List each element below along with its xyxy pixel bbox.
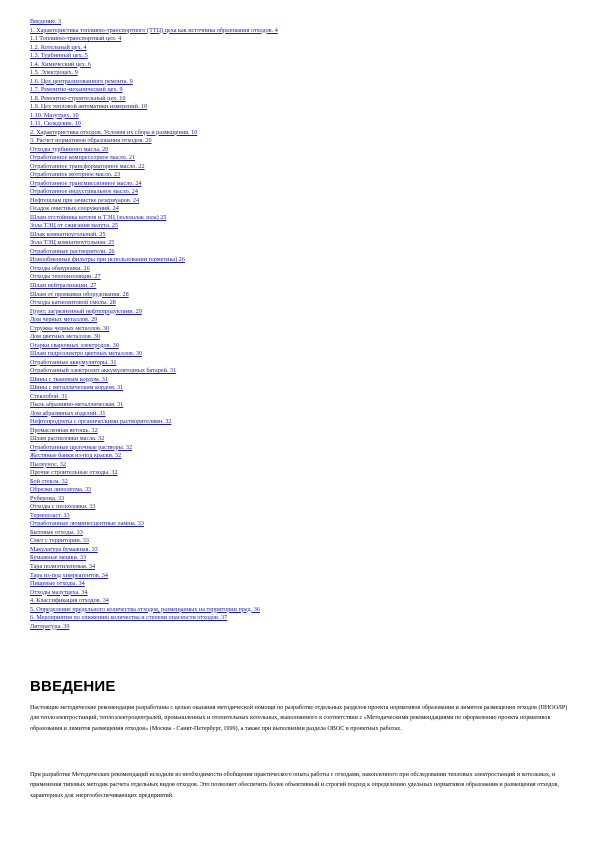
toc-link[interactable]: Пищевые отходы. 34: [30, 580, 85, 588]
toc-item: [30, 572, 570, 581]
toc-item: [30, 333, 570, 342]
toc-item: [30, 86, 570, 95]
toc-item: [30, 291, 570, 300]
toc-link[interactable]: Нефтешлам при зачистке резервуаров. 24: [30, 196, 140, 204]
toc-item: [30, 188, 570, 197]
toc-item: [30, 418, 570, 427]
toc-item: [30, 197, 570, 206]
toc-item: [30, 282, 570, 291]
toc-link[interactable]: Шлам нейтрализации. 27: [30, 281, 97, 289]
toc-item: [30, 35, 570, 44]
toc-item: [30, 61, 570, 70]
toc-item: [30, 478, 570, 487]
toc-item: [30, 563, 570, 572]
toc-link[interactable]: Огарки сварочных электродов. 30: [30, 341, 119, 349]
toc-link[interactable]: Стружка черных металлов. 30: [30, 324, 110, 332]
toc-link[interactable]: Тара из-под химреагентов. 34: [30, 571, 108, 579]
toc-link[interactable]: Отходы катионитовой смолы. 28: [30, 299, 116, 307]
toc-link[interactable]: Пыль абразивно-металлическая. 31: [30, 401, 124, 409]
toc-item: [30, 52, 570, 61]
toc-link[interactable]: Введение. 3: [30, 18, 62, 25]
toc-item: [30, 503, 570, 512]
toc-item: [30, 316, 570, 325]
toc-item: [30, 180, 570, 189]
toc-link[interactable]: Смет с территории. 33: [30, 537, 89, 545]
toc-link[interactable]: Бой стекла. 32: [30, 477, 68, 485]
toc-link[interactable]: Осадок очистных сооружений. 24: [30, 205, 119, 213]
toc-item: [30, 623, 570, 632]
toc-item: [30, 546, 570, 555]
toc-item: [30, 171, 570, 180]
toc-item: [30, 520, 570, 529]
toc-link[interactable]: Отработанное индустриальное масло. 24: [30, 188, 138, 196]
toc-item: [30, 18, 570, 27]
toc-item: [30, 606, 570, 615]
toc-link[interactable]: Отходы турбинного масла. 20: [30, 145, 109, 153]
toc-item: [30, 163, 570, 172]
toc-item: [30, 239, 570, 248]
toc-item: [30, 495, 570, 504]
intro-paragraph: Настоящие методические рекомендации разработаны с целью оказания методической помощи по разработке отдельных разделов проекта нормативов образования и лимитов размещения отходов (ПНООЛР) для теплоэлектростанций, теплоэлектроцентралей, промышленных и отопительных котельных, выполняемого в соответствии с «Методическими рекомендациями по оформлению проекта нормативов образования и лимитов размещения отходов» (Москва - Санкт-Петербург, 1999), а также при выполнении раздела ОВОС в проектных работах.: [30, 705, 568, 732]
toc-link[interactable]: 1.1 Топливно-транспортный цех. 4: [30, 35, 122, 43]
toc-item: [30, 154, 570, 163]
toc-item: [30, 129, 570, 138]
toc-link[interactable]: 3. Расчет нормативов образования отходов. 20: [30, 137, 152, 145]
toc-link[interactable]: Шлак комнатноугольный. 25: [30, 230, 106, 238]
toc-link[interactable]: Промасленная ветошь. 32: [30, 426, 98, 434]
toc-link[interactable]: 1. Характеристика топливно-транспортного (ТТЦ) цеха как источника образования отходов. 4: [30, 26, 278, 34]
intro-paragraph: При разработке Методических рекомендаций исходили из необходимости обобщения практического опыта работы с отходами, накопленного при обследовании тепловых электростанций и котельных, и применения типовых методик расчета отдельных видов отходов. Это позволяет обеспечить более объективный и строгий подход к определению удельных нормативов образования и размещения отходов, характерных для энергообеспечивающих предприятий.: [30, 772, 559, 799]
toc-item: [30, 359, 570, 368]
toc-item: [30, 78, 570, 87]
toc-item: [30, 231, 570, 240]
toc-item: [30, 350, 570, 359]
toc-item: [30, 469, 570, 478]
toc-item: [30, 95, 570, 104]
toc-link[interactable]: Грунт, загрязненный нефтепродуктами. 29: [30, 307, 142, 315]
toc-link[interactable]: 1.8. Ремонтно-строительный цех. 10: [30, 94, 126, 102]
toc-link[interactable]: Отходы теплоизоляции. 27: [30, 273, 101, 281]
toc-link[interactable]: Литература. 39: [30, 622, 70, 630]
toc-item: [30, 44, 570, 53]
toc-link[interactable]: Отработанные растворители. 26: [30, 247, 115, 255]
toc-link[interactable]: Отходы обмуровки. 26: [30, 264, 90, 272]
toc-link[interactable]: Пылеунос. 32: [30, 460, 66, 468]
toc-item: [30, 537, 570, 546]
toc-item: [30, 325, 570, 334]
toc-link[interactable]: Термопласт. 33: [30, 511, 70, 519]
toc-item: [30, 342, 570, 351]
toc-link[interactable]: Отработанное трансмиссионное масло. 24: [30, 179, 142, 187]
toc-item: [30, 137, 570, 146]
toc-link[interactable]: Отработанные аккумуляторы. 31: [30, 358, 117, 366]
toc-link[interactable]: Прочие строительные отходы. 32: [30, 469, 118, 477]
toc-link[interactable]: Отработанное компрессорное масло. 21: [30, 154, 136, 162]
toc-item: [30, 308, 570, 317]
table-of-contents: [30, 18, 570, 631]
toc-link[interactable]: Ионообменные фильтры при использовании герметика) 26: [30, 256, 185, 264]
toc-link[interactable]: Шлам отстойника котлов и ТЭЦ (золошлак зола) 25: [30, 213, 167, 221]
toc-link[interactable]: Отходы с песколовки. 33: [30, 503, 96, 511]
toc-link[interactable]: 1.3. Турбинный цех. 5: [30, 52, 88, 60]
toc-link[interactable]: Жестяные банки из-под краски. 32: [30, 452, 122, 460]
toc-link[interactable]: Отработанные щелочные растворы. 32: [30, 443, 133, 451]
toc-link[interactable]: 1.11. Складские. 10: [30, 120, 81, 128]
toc-item: [30, 69, 570, 78]
section-heading: ВВЕДЕНИЕ: [30, 678, 116, 695]
toc-link[interactable]: Шины с металлическим кордом. 31: [30, 384, 124, 392]
toc-item: [30, 120, 570, 129]
toc-item: [30, 256, 570, 265]
toc-link[interactable]: Отходы мазутцеха. 34: [30, 588, 88, 596]
toc-link[interactable]: Зола ТЭЦ комнатноугольная. 25: [30, 239, 115, 247]
toc-item: [30, 554, 570, 563]
toc-item: [30, 580, 570, 589]
toc-item: [30, 299, 570, 308]
toc-item: [30, 486, 570, 495]
toc-item: [30, 597, 570, 606]
toc-link[interactable]: Шины с тканевым кордом. 31: [30, 375, 108, 383]
toc-item: [30, 427, 570, 436]
toc-link[interactable]: Обрезки линолеума. 33: [30, 486, 92, 494]
toc-link[interactable]: 1.2. Котельный цех. 4: [30, 43, 87, 51]
toc-link[interactable]: Шлам распиловки масла. 32: [30, 435, 105, 443]
toc-link[interactable]: Тара полиэтиленовая. 34: [30, 563, 96, 570]
toc-item: [30, 27, 570, 36]
toc-item: [30, 103, 570, 112]
toc-link[interactable]: 4. Классификация отходов. 34: [30, 597, 109, 605]
toc-link[interactable]: Шлам от промывки оборудования. 28: [30, 290, 129, 298]
toc-link[interactable]: Бытовые отходы. 33: [30, 528, 83, 536]
toc-link[interactable]: Зола ТЭЦ от сжигания мазута. 25: [30, 222, 119, 230]
toc-link[interactable]: 1.5. Электроцех. 9: [30, 69, 78, 77]
toc-item: [30, 222, 570, 231]
toc-item: [30, 444, 570, 453]
toc-item: [30, 265, 570, 274]
toc-link[interactable]: Лом цветных металлов. 30: [30, 333, 100, 341]
toc-link[interactable]: 1.9. Цех тепловой автоматики измерений. 10: [30, 103, 148, 111]
toc-item: [30, 384, 570, 393]
toc-link[interactable]: Стеклобой. 31: [30, 392, 68, 400]
toc-item: [30, 393, 570, 402]
toc-link[interactable]: Рубероид. 33: [30, 494, 65, 502]
toc-item: [30, 461, 570, 470]
toc-item: [30, 401, 570, 410]
toc-item: [30, 529, 570, 538]
toc-item: [30, 146, 570, 155]
toc-item: [30, 214, 570, 223]
toc-link[interactable]: 1.4. Химический цех. 6: [30, 60, 92, 68]
toc-link[interactable]: Макулатура бумажная. 33: [30, 545, 98, 553]
toc-link[interactable]: Лом черных металлов. 29: [30, 316, 98, 324]
toc-link[interactable]: Отработанный электролит аккумуляторных батарей. 31: [30, 367, 177, 375]
toc-link[interactable]: 6. Мероприятия по снижению количества и степени опасности отходов. 37: [30, 614, 228, 622]
toc-link[interactable]: Лом абразивных изделий. 31: [30, 409, 106, 417]
toc-item: [30, 614, 570, 623]
toc-link[interactable]: Нефтепродукты с органическими растворителями. 32: [30, 418, 172, 426]
toc-link[interactable]: Шлам гидроэлектро цветных металлов. 30: [30, 350, 143, 358]
toc-item: [30, 248, 570, 257]
toc-link[interactable]: Отработанные люминесцентные лампы. 33: [30, 520, 144, 528]
toc-link[interactable]: Отработанное моторное масло. 23: [30, 171, 121, 179]
toc-item: [30, 367, 570, 376]
toc-item: [30, 512, 570, 521]
toc-item: [30, 452, 570, 461]
toc-link[interactable]: 1.6. Цех централизованного ремонта. 9: [30, 77, 133, 85]
toc-link[interactable]: 2. Характеристика отходов. Условия их сбора и размещения. 10: [30, 128, 198, 136]
toc-item: [30, 410, 570, 419]
toc-item: [30, 376, 570, 385]
toc-link[interactable]: Отработанное трансформаторное масло. 22: [30, 162, 145, 170]
toc-item: [30, 112, 570, 121]
toc-link[interactable]: Бумажные мешки. 33: [30, 554, 87, 562]
toc-item: [30, 589, 570, 598]
toc-link[interactable]: 5. Определение предельного количества отходов, размещаемых на территории пред. 36: [30, 605, 260, 613]
toc-link[interactable]: 1.10. Мазутцех. 10: [30, 111, 79, 119]
toc-item: [30, 435, 570, 444]
toc-item: [30, 205, 570, 214]
toc-link[interactable]: 1.7. Ремонтно-механический цех. 9: [30, 86, 123, 94]
toc-item: [30, 273, 570, 282]
